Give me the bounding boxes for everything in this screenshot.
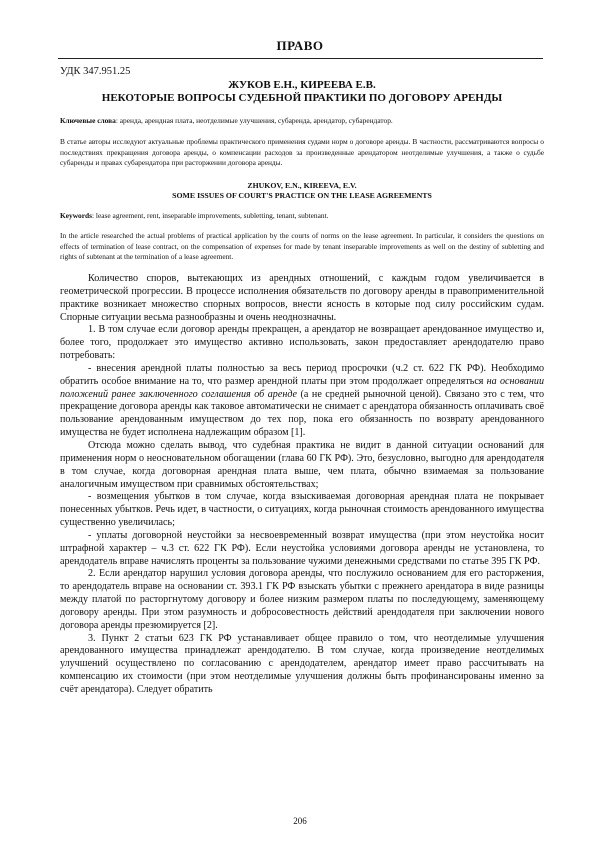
keywords-en-text: : lease agreement, rent, inseparable improvements, subletting, tenant, subtenant. (92, 211, 329, 220)
article-title-ru: НЕКОТОРЫЕ ВОПРОСЫ СУДЕБНОЙ ПРАКТИКИ ПО ДОГОВОРУ АРЕНДЫ (101, 92, 503, 104)
abstract-en: In the article researched the actual problems of practical application by the courts of norms on the lease agreement. In particular, it considers the questions on effects of termination of lease contract, on the compensation of expenses for made by tenant inseparable improvements as well on the destiny of subletting and rights of subtenant at the termination of a lease agreement. (60, 231, 544, 262)
header-divider (58, 58, 543, 59)
body-p3-italic: на основании положений ранее заключенного соглашения об аренде (60, 375, 544, 400)
body-paragraph-4: Отсюда можно сделать вывод, что судебная практика не видит в данной ситуации оснований для применения норм о неосновательном обогащении (глава 60 ГК РФ). Это, безусловно, выгодно для арендодателя в том случае, когда договорная арендная плата выше, чем плата, обычно взимаемая за пользование аналогичным имуществом при сравнимых обстоятельствах; (60, 439, 544, 490)
authors-ru: ЖУКОВ Е.Н., КИРЕЕВА Е.В. (228, 79, 376, 91)
body-paragraph-2: 1. В том случае если договор аренды прекращен, а арендатор не возвращает арендованное имущество и, более того, продолжает это имущество активно использовать, закон предоставляет арендодателю право потребовать: (60, 324, 544, 362)
body-p3-part-a: - внесения арендной платы полностью за весь период просрочки (ч.2 ст. 622 ГК РФ). Необходимо обратить особое внимание на то, что размер арендной платы при этом продолжает определяться (60, 362, 544, 387)
body-paragraph-3 (60, 363, 544, 440)
keywords-ru-label: Ключевые слова (60, 116, 116, 125)
keywords-ru (60, 116, 544, 127)
udk-code: УДК 347.951.25 (60, 66, 131, 77)
abstract-ru: В статье авторы исследуют актуальные проблемы практического применения судами норм о договоре аренды. В частности, рассматриваются вопросы о последствиях прекращения договора аренды, о компенсации расходов за произведенные арендатором неотделимые улучшения, а также о судьбе субаренды и правах субарендатора при расторжении договора аренды. (60, 137, 544, 168)
article-title-en: SOME ISSUES OF COURT'S PRACTICE ON THE LEASE AGREEMENTS (172, 191, 432, 200)
body-paragraph-5: - возмещения убытков в том случае, когда взыскиваемая договорная арендная плата не покрывает понесенных убытков. Речь идет, в частности, о ситуациях, когда рыночная стоимость арендованного имущества существенно увеличилась; (60, 491, 544, 529)
section-header: ПРАВО (276, 38, 324, 53)
body-paragraph-6: - уплаты договорной неустойки за несвоевременный возврат имущества (при этом неустойка носит штрафной характер – ч.3 ст. 622 ГК РФ). Если неустойка условиями договора аренды не установлена, то арендодатель вправе начислять проценты за пользование чужими денежными средствами по статье 395 ГК РФ. (60, 529, 544, 567)
page-number: 206 (293, 816, 307, 826)
body-paragraph-8: 3. Пункт 2 статьи 623 ГК РФ устанавливает общее правило о том, что неотделимые улучшения арендованного имущества принадлежат арендодателю. В том случае, когда произведение неотделимых улучшений осуществлено по согласованию с арендодателем, арендатор имеет право рассчитывать на компенсацию их стоимости (при этом неотделимые улучшения должны быть профинансированы именно за счёт арендатора). Следует обратить (60, 632, 544, 695)
keywords-en (60, 211, 544, 222)
body-paragraph-1: Количество споров, вытекающих из арендных отношений, с каждым годом увеличивается в геометрической прогрессии. В процессе исполнения обязательств по договору аренды в правоприменительной практике возникает множество спорных вопросов, внести ясность в которые под силу российским судам. Спорные ситуации весьма разнообразны и очень неоднозначны. (60, 273, 544, 323)
article-body (60, 273, 544, 697)
body-paragraph-7: 2. Если арендатор нарушил условия договора аренды, что послужило основанием для его расторжения, то арендодатель вправе на основании ст. 393.1 ГК РФ взыскать убытки с прежнего арендатора в виде разницы между платой по расторгнутому договору и более низким размером платы по последующему, заменяющему договору аренды. При этом разумность и добросовестность действий арендодателя при заключении нового договора аренды презюмируется [2]. (60, 568, 544, 631)
authors-en: ZHUKOV, E.N., KIREEVA, E.V. (247, 181, 357, 190)
body-p3-part-b: (а не средней рыночной ценой). Связано это с тем, что прекращение договора аренды как таковое автоматически не снимает с арендатора обязанность оплачивать своё пользование арендованным имуществом до тех пор, пока его обязанность по возврату арендованного имущества не будет исполнена надлежащим образом [1]. (60, 388, 545, 439)
keywords-ru-text: : аренда, арендная плата, неотделимые улучшения, субаренда, арендатор, субарендатор. (115, 116, 393, 125)
keywords-en-label: Keywords (60, 211, 93, 220)
